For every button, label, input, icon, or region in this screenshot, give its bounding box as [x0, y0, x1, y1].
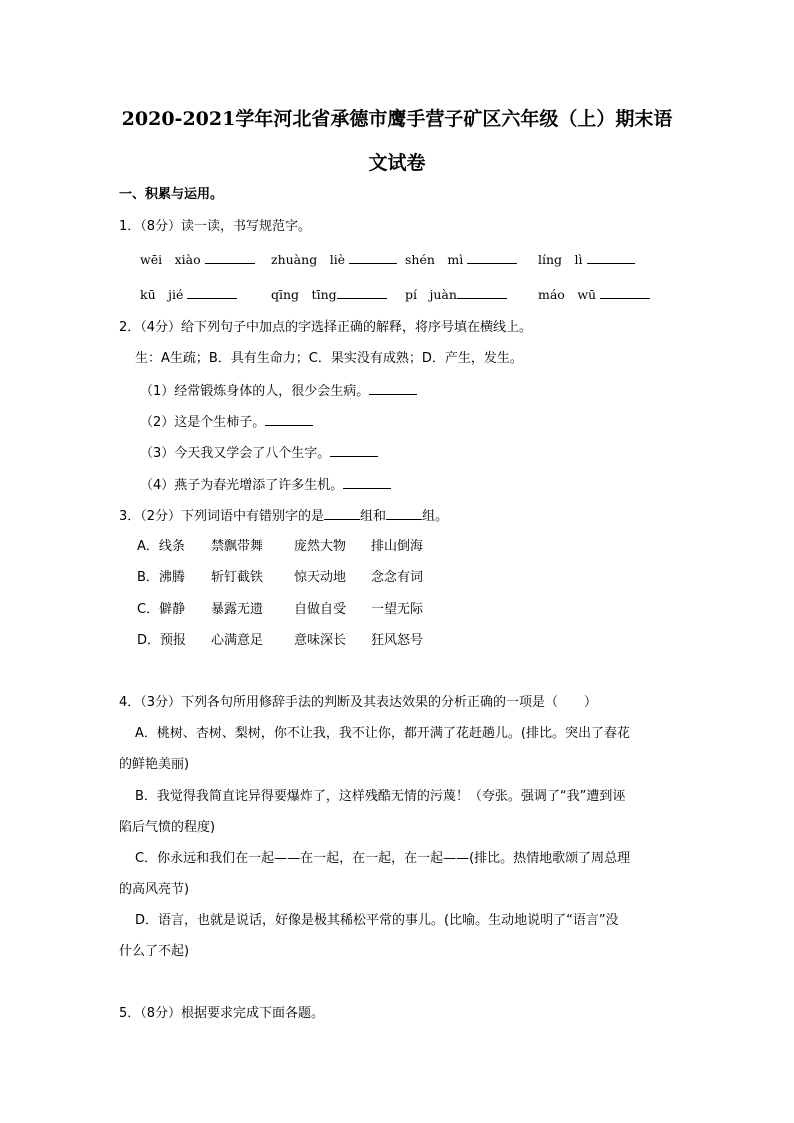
answer-blank[interactable]	[265, 413, 313, 426]
answer-blank[interactable]	[337, 286, 387, 299]
question-2-options: 生：A生疏；B．具有生命力；C．果实没有成熟；D．产生，发生。	[135, 351, 523, 366]
option-row-b-word4: 念念有词	[371, 570, 424, 585]
option-d-line2: 什么了不起)	[119, 944, 190, 959]
option-row-d-word2: 心满意足	[211, 633, 264, 648]
option-row-a-word1: A．线条	[137, 539, 185, 554]
option-row-c-word4: 一望无际	[371, 602, 424, 617]
option-b-line2: 陷后气愤的程度)	[119, 820, 216, 835]
pinyin-item: wēi xiào	[140, 251, 255, 269]
question-2-item: （2）这是个生柿子。	[140, 413, 313, 432]
question-1-stem: 1．（8分）读一读，书写规范字。	[119, 219, 312, 234]
answer-blank[interactable]	[343, 476, 391, 489]
pinyin-item: zhuàng liè	[271, 251, 397, 269]
option-row-a-word4: 排山倒海	[371, 539, 424, 554]
pinyin-item: máo wū	[538, 286, 650, 304]
question-2-stem: 2．（4分）给下列句子中加点的字选择正确的解释，将序号填在横线上。	[119, 320, 533, 335]
option-row-a-word2: 禁飘带舞	[211, 539, 264, 554]
pinyin-item: kū jié	[140, 286, 237, 304]
option-a-line2: 的鲜艳美丽)	[119, 757, 190, 772]
option-row-b-word2: 斩钉截铁	[211, 570, 264, 585]
question-2-item: （3）今天我又学会了八个生字。	[140, 444, 378, 463]
pinyin-item: qīng tīng	[271, 286, 387, 304]
question-3-stem: 3．（2分）下列词语中有错别字的是 组和 组。	[119, 509, 449, 524]
page-title-cont: 文试卷	[368, 152, 426, 174]
option-b-line1: B．我觉得我简直诧异得要爆炸了，这样残酷无情的污蔑！（夸张。强调了“我”遭到诬	[135, 789, 626, 804]
answer-blank[interactable]	[369, 382, 417, 395]
option-row-d-word3: 意味深长	[294, 633, 347, 648]
answer-blank[interactable]	[467, 251, 517, 264]
question-2-item: （4）燕子为春光增添了许多生机。	[140, 476, 391, 495]
answer-blank[interactable]	[457, 286, 507, 299]
answer-blank[interactable]	[187, 286, 237, 299]
answer-blank[interactable]	[330, 444, 378, 457]
option-a-line1: A．桃树、杏树、梨树，你不让我，我不让你，都开满了花赶趟儿。(排比。突出了春花	[135, 726, 630, 741]
option-d-line1: D．语言，也就是说话，好像是极其稀松平常的事儿。(比喻。生动地说明了“语言”没	[135, 913, 619, 928]
pinyin-item: pí juàn	[405, 286, 507, 304]
page-title: 2020-2021学年河北省承德市鹰手营子矿区六年级（上）期末语	[121, 108, 673, 130]
answer-blank[interactable]	[587, 251, 635, 264]
option-row-b-word1: B．沸腾	[137, 570, 185, 585]
option-row-b-word3: 惊天动地	[294, 570, 347, 585]
section-heading: 一、积累与运用。	[119, 187, 224, 202]
answer-blank[interactable]	[324, 507, 360, 520]
answer-blank[interactable]	[386, 507, 422, 520]
pinyin-item: líng lì	[538, 251, 635, 269]
option-row-c-word1: C．僻静	[137, 602, 186, 617]
option-c-line2: 的高风亮节)	[119, 882, 190, 897]
option-row-d-word4: 狂风怒号	[371, 633, 424, 648]
question-2-item: （1）经常锻炼身体的人，很少会生病。	[140, 382, 417, 401]
answer-blank[interactable]	[205, 251, 255, 264]
pinyin-item: shén mì	[405, 251, 517, 269]
option-row-d-word1: D．预报	[137, 633, 187, 648]
question-4-stem: 4．（3分）下列各句所用修辞手法的判断及其表达效果的分析正确的一项是（ ）	[119, 695, 598, 710]
question-5-stem: 5．（8分）根据要求完成下面各题。	[119, 1006, 325, 1021]
option-row-c-word3: 自做自受	[294, 602, 347, 617]
answer-blank[interactable]	[349, 251, 397, 264]
option-row-c-word2: 暴露无遗	[211, 602, 264, 617]
option-c-line1: C．你永远和我们在一起——在一起，在一起，在一起——(排比。热情地歌颂了周总理	[135, 851, 631, 866]
answer-blank[interactable]	[600, 286, 650, 299]
option-row-a-word3: 庞然大物	[294, 539, 347, 554]
